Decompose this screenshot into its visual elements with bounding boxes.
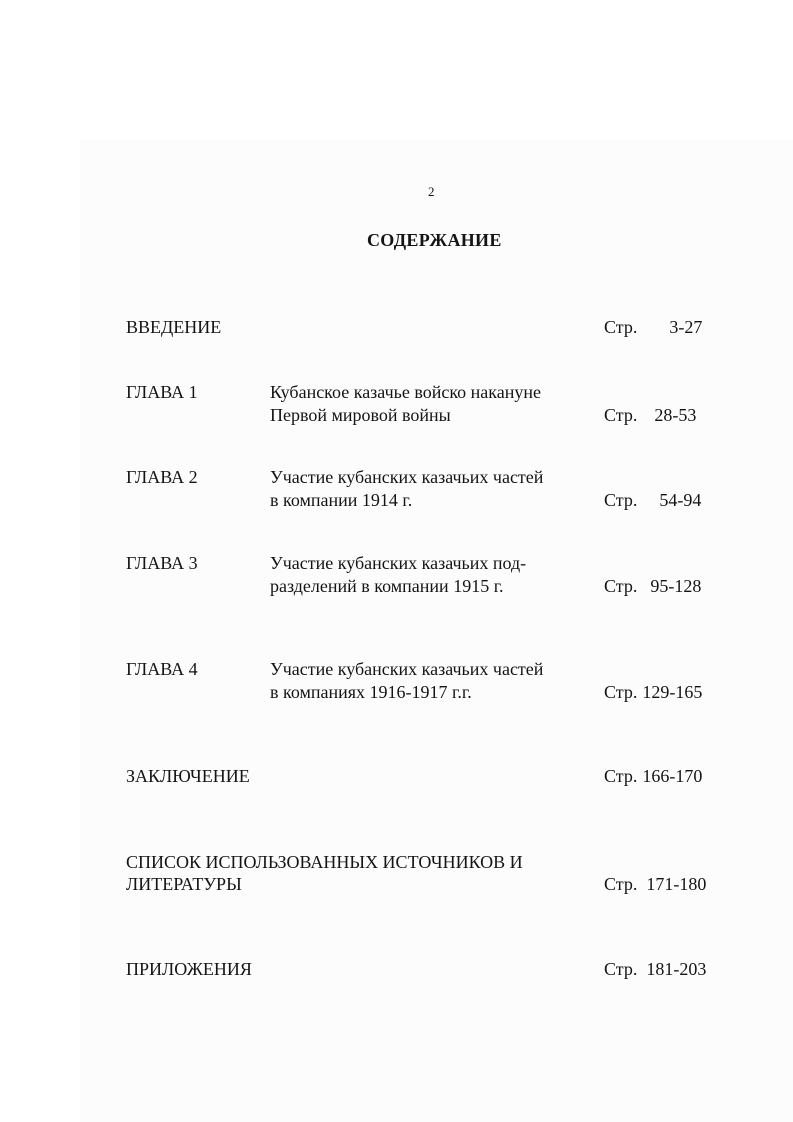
page-number: 2 [428, 184, 435, 199]
toc-title-chapter-2-line-1: Участие кубанских казачьих частей [270, 467, 544, 487]
toc-label-chapter-3: ГЛАВА 3 [126, 553, 198, 573]
toc-title-chapter-3-line-1: Участие кубанских казачьих под- [270, 553, 527, 573]
toc-pages-chapter-2: Стр. 54-94 [604, 490, 702, 510]
toc-title-chapter-1-line-2: Первой мировой войны [270, 405, 451, 425]
toc-title-chapter-2-line-2: в компании 1914 г. [270, 490, 413, 510]
toc-label-appendices: ПРИЛОЖЕНИЯ [126, 959, 252, 979]
toc-pages-chapter-3: Стр. 95-128 [604, 576, 702, 596]
toc-label-conclusion: ЗАКЛЮЧЕНИЕ [126, 766, 250, 786]
toc-pages-conclusion: Стр. 166-170 [604, 766, 703, 786]
toc-label-chapter-2: ГЛАВА 2 [126, 467, 198, 487]
toc-title-chapter-4-line-1: Участие кубанских казачьих частей [270, 659, 544, 679]
toc-label-introduction: ВВЕДЕНИЕ [126, 317, 222, 337]
toc-title-chapter-4-line-2: в компаниях 1916-1917 г.г. [270, 682, 472, 702]
toc-pages-appendices: Стр. 181-203 [604, 959, 707, 979]
page-title: СОДЕРЖАНИЕ [367, 230, 502, 250]
toc-title-chapter-3-line-2: разделений в компании 1915 г. [270, 576, 504, 596]
toc-title-chapter-1-line-1: Кубанское казачье войско накануне [270, 382, 541, 402]
toc-label-references-line-1: СПИСОК ИСПОЛЬЗОВАННЫХ ИСТОЧНИКОВ И [126, 852, 523, 872]
toc-pages-references: Стр. 171-180 [604, 874, 707, 894]
toc-label-references-line-2: ЛИТЕРАТУРЫ [126, 874, 242, 894]
toc-pages-chapter-4: Стр. 129-165 [604, 682, 703, 702]
toc-label-chapter-1: ГЛАВА 1 [126, 382, 198, 402]
toc-pages-introduction: Стр. 3-27 [604, 317, 703, 337]
toc-pages-chapter-1: Стр. 28-53 [604, 405, 697, 425]
toc-label-chapter-4: ГЛАВА 4 [126, 659, 198, 679]
